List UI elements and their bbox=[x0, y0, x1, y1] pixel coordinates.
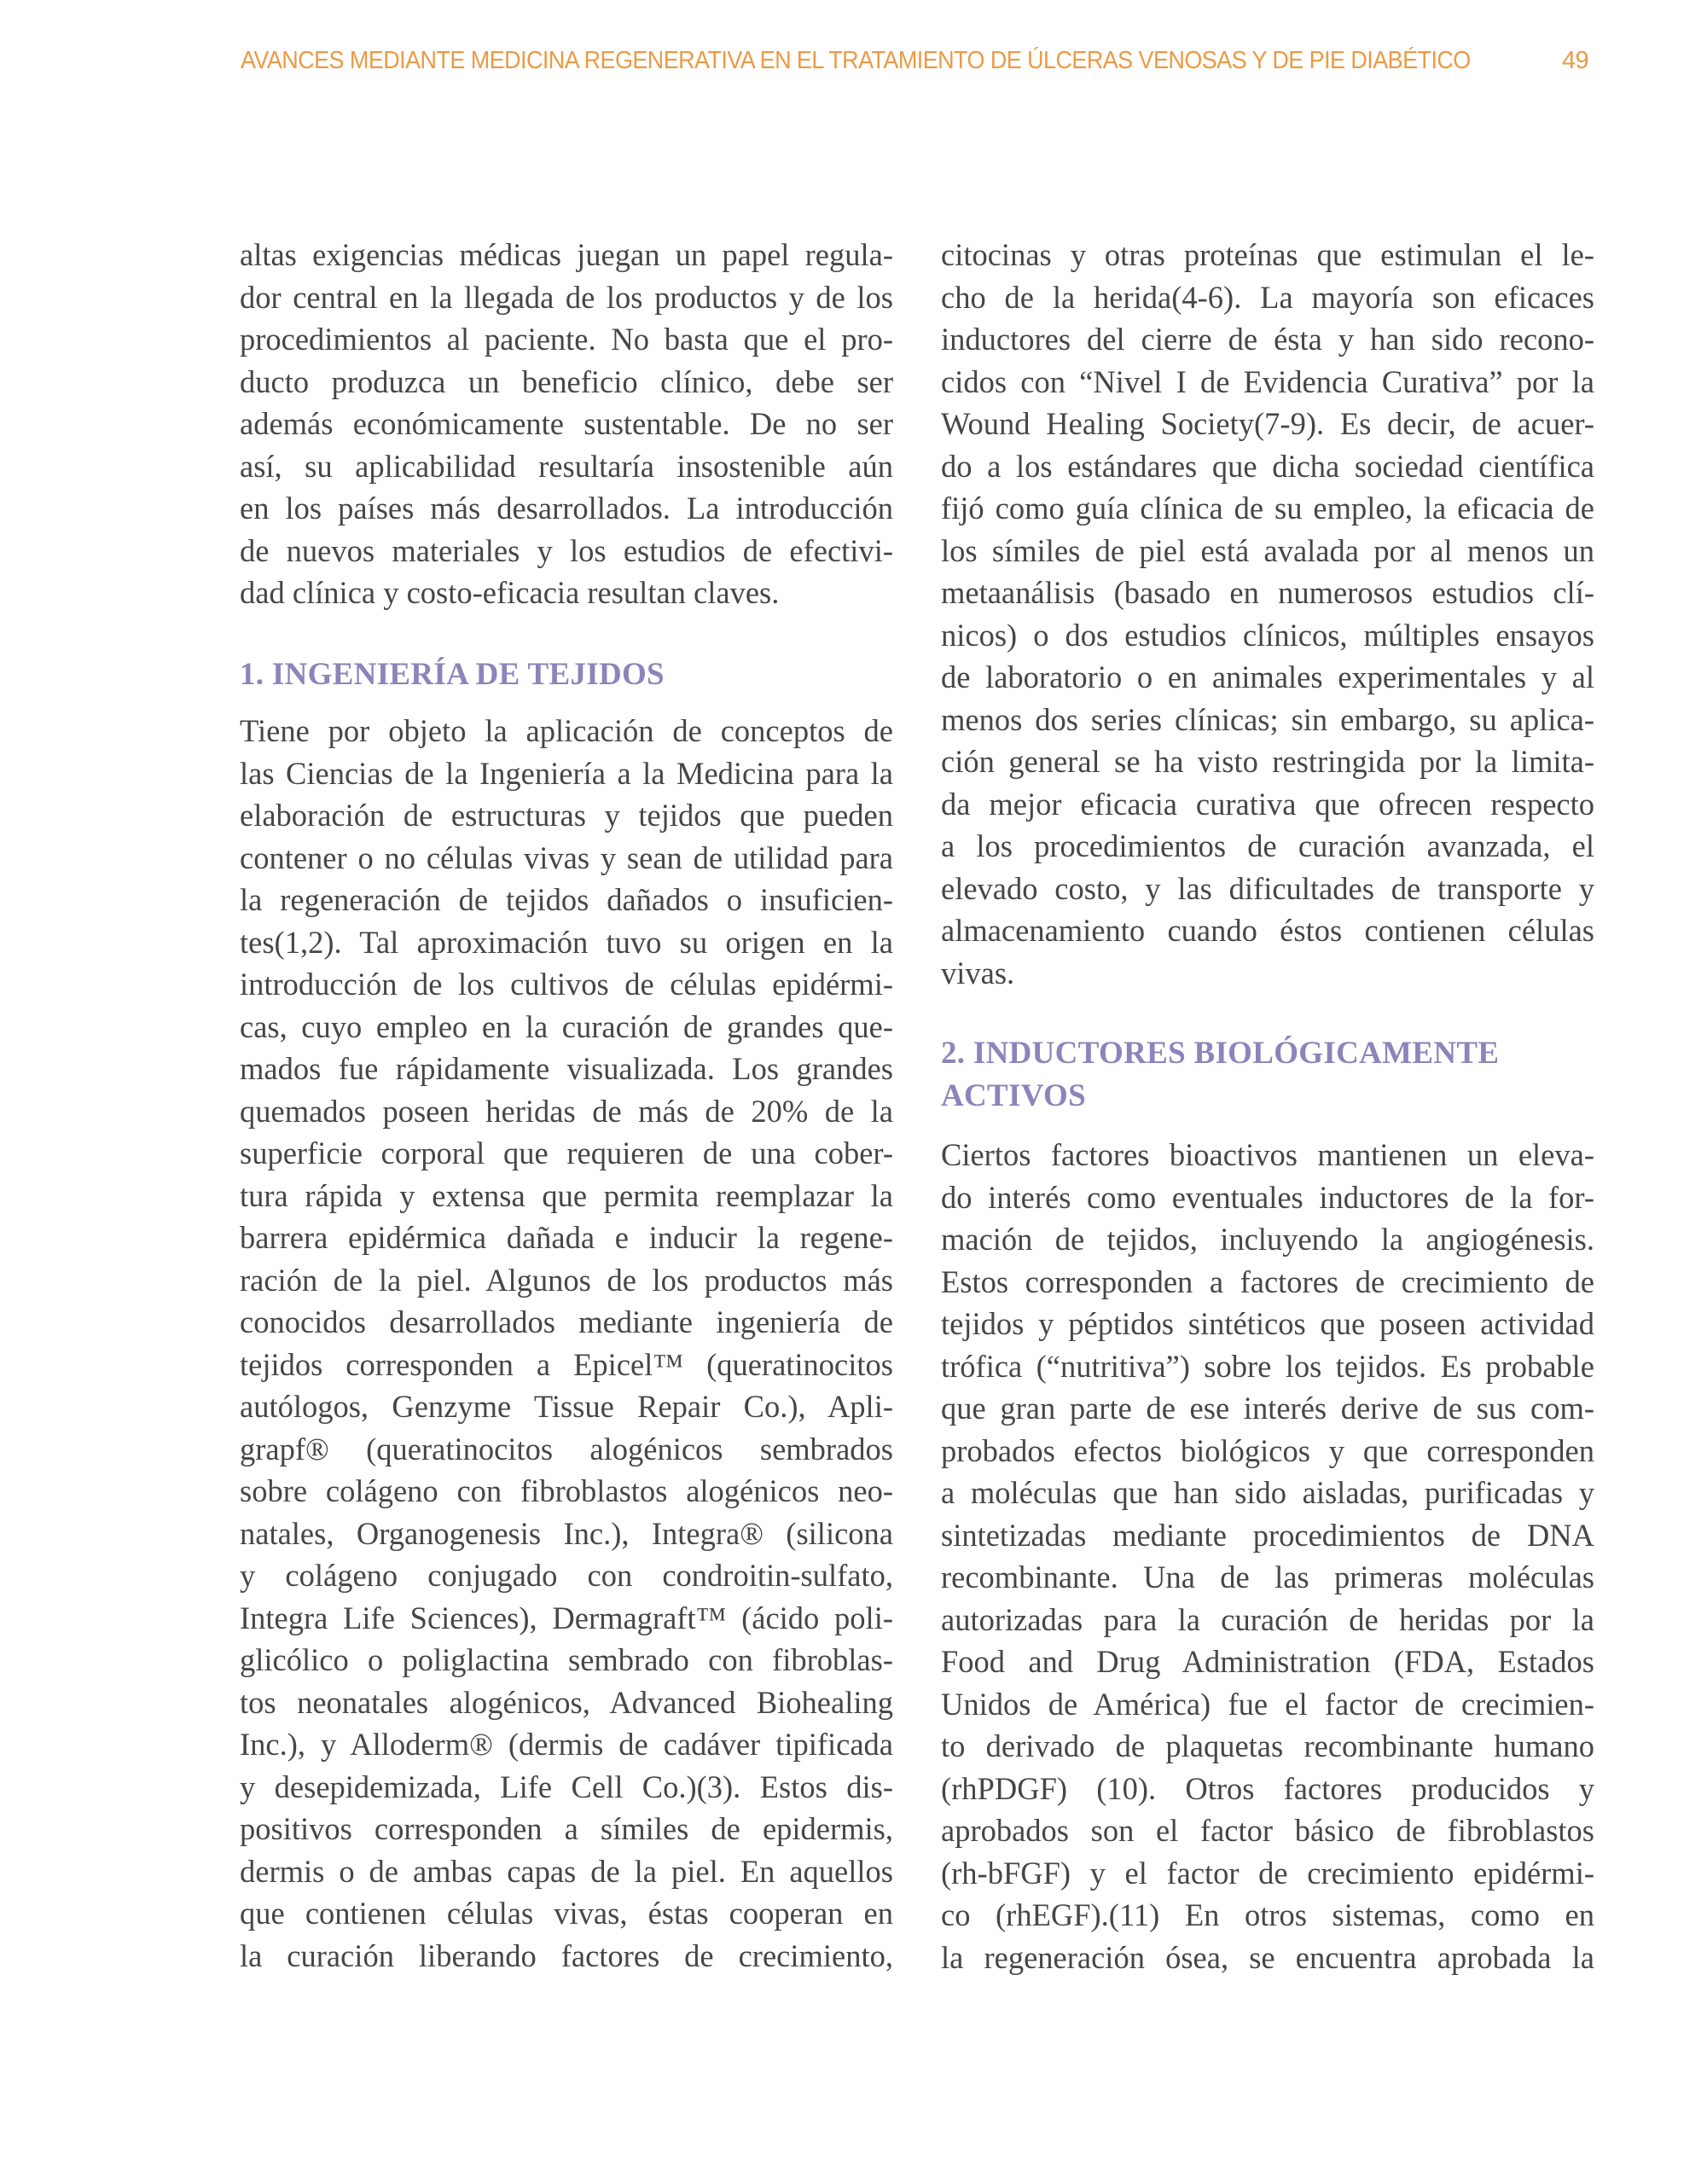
text-line: en los países más desarrollados. La introducción bbox=[240, 491, 893, 526]
text-line: y desepidemizada, Life Cell Co.)(3). Estos dis- bbox=[240, 1769, 893, 1804]
text-line: las Ciencias de la Ingeniería a la Medicina para la bbox=[240, 755, 893, 791]
text-line: cho de la herida(4-6). La mayoría son eficaces bbox=[941, 279, 1594, 315]
text-line: superficie corporal que requieren de una cober- bbox=[240, 1136, 893, 1170]
text-line: metaanálisis (basado en numerosos estudios clí- bbox=[941, 575, 1594, 610]
text-line: recombinante. Una de las primeras moléculas bbox=[941, 1560, 1594, 1594]
text-line: a moléculas que han sido aisladas, purificadas y bbox=[941, 1475, 1594, 1510]
spacer bbox=[240, 614, 893, 653]
text-line: Integra Life Sciences), Dermagraft™ (ácido poli- bbox=[240, 1600, 893, 1635]
spacer bbox=[941, 1117, 1594, 1134]
text-line: Tiene por objeto la aplicación de conceptos de bbox=[240, 713, 893, 748]
text-line: tos neonatales alogénicos, Advanced Biohealing bbox=[240, 1684, 893, 1720]
text-line: a los procedimientos de curación avanzada, el bbox=[941, 828, 1594, 863]
text-line: do interés como eventuales inductores de la for- bbox=[941, 1179, 1594, 1215]
heading-line: ACTIVOS bbox=[941, 1077, 1086, 1113]
text-line: dermis o de ambas capas de la piel. En aquellos bbox=[240, 1853, 893, 1889]
text-line: almacenamiento cuando éstos contienen células bbox=[941, 913, 1594, 948]
text-line: ración de la piel. Algunos de los productos más bbox=[240, 1262, 893, 1298]
text-line: trófica (“nutritiva”) sobre los tejidos. Es probable bbox=[941, 1348, 1594, 1384]
text-line: los símiles de piel está avalada por al menos un bbox=[941, 532, 1594, 568]
text-line: mados fue rápidamente visualizada. Los grandes bbox=[240, 1051, 893, 1086]
text-line: ducto produzca un beneficio clínico, debe ser bbox=[240, 363, 893, 399]
text-line: elaboración de estructuras y tejidos que pueden bbox=[240, 798, 893, 833]
text-line: probados efectos biológicos y que corresponden bbox=[941, 1432, 1594, 1468]
text-line: tejidos y péptidos sintéticos que poseen actividad bbox=[941, 1306, 1594, 1341]
text-line: Inc.), y Alloderm® (dermis de cadáver tipificada bbox=[240, 1727, 893, 1762]
text-line: cidos con “Nivel I de Evidencia Curativa” por la bbox=[941, 363, 1594, 399]
text-line: conocidos desarrollados mediante ingeniería de bbox=[240, 1304, 893, 1339]
running-header bbox=[241, 47, 1595, 81]
text-line: además económicamente sustentable. De no ser bbox=[240, 406, 893, 441]
text-line: sintetizadas mediante procedimientos de DNA bbox=[941, 1517, 1594, 1553]
text-line: aprobados son el factor básico de fibroblastos bbox=[941, 1813, 1594, 1848]
text-line: menos dos series clínicas; sin embargo, su aplica- bbox=[941, 701, 1594, 737]
text-line: vivas. bbox=[941, 955, 1015, 990]
text-line: inductores del cierre de ésta y han sido recono- bbox=[941, 322, 1594, 357]
continued-paragraph bbox=[941, 234, 1594, 994]
text-line: to derivado de plaquetas recombinante humano bbox=[941, 1728, 1594, 1763]
spacer bbox=[240, 695, 893, 710]
text-line: la regeneración de tejidos dañados o insuficien- bbox=[240, 882, 893, 917]
text-line: nicos) o dos estudios clínicos, múltiples ensayos bbox=[941, 617, 1594, 653]
section-2-paragraph bbox=[941, 1134, 1594, 1978]
text-line: elevado costo, y las dificultades de transporte y bbox=[941, 870, 1594, 906]
text-line: glicólico o poliglactina sembrado con fibroblas- bbox=[240, 1642, 893, 1677]
text-line: positivos corresponden a símiles de epidermis, bbox=[240, 1811, 893, 1846]
section-1-paragraph bbox=[240, 710, 893, 1977]
text-line: altas exigencias médicas juegan un papel regula- bbox=[240, 237, 893, 272]
page-number: 49 bbox=[1561, 47, 1588, 74]
text-line: Ciertos factores bioactivos mantienen un eleva- bbox=[941, 1137, 1594, 1172]
text-line: contener o no células vivas y sean de utilidad para bbox=[240, 839, 893, 875]
text-line: co (rhEGF).(11) En otros sistemas, como en bbox=[941, 1897, 1594, 1932]
text-line: la regeneración ósea, se encuentra aprobada la bbox=[941, 1939, 1594, 1975]
text-line: dor central en la llegada de los productos y de los bbox=[240, 279, 893, 315]
text-line: así, su aplicabilidad resultaría insostenible aún bbox=[240, 448, 893, 484]
left-column bbox=[240, 234, 893, 1977]
text-line: tejidos corresponden a Epicel™ (queratinocitos bbox=[240, 1346, 893, 1382]
section-1-heading: 1. INGENIERÍA DE TEJIDOS bbox=[240, 656, 665, 692]
text-line: barrera epidérmica dañada e inducir la regene- bbox=[240, 1220, 893, 1255]
text-line: que contienen células vivas, éstas cooperan en bbox=[240, 1896, 893, 1931]
text-line: tes(1,2). Tal aproximación tuvo su origen en la bbox=[240, 924, 893, 960]
text-line: Food and Drug Administration (FDA, Estados bbox=[941, 1644, 1594, 1679]
text-line: da mejor eficacia curativa que ofrecen respecto bbox=[941, 786, 1594, 822]
intro-paragraph bbox=[240, 234, 893, 614]
text-line: ción general se ha visto restringida por la limita- bbox=[941, 744, 1594, 779]
text-line: mación de tejidos, incluyendo la angiogénesis. bbox=[941, 1222, 1594, 1257]
text-line: (rh-bFGF) y el factor de crecimiento epidérmi- bbox=[941, 1855, 1594, 1891]
text-line: autorizadas para la curación de heridas por la bbox=[941, 1601, 1594, 1637]
text-line: introducción de los cultivos de células epidérmi- bbox=[240, 967, 893, 1002]
text-line: autólogos, Genzyme Tissue Repair Co.), Apli- bbox=[240, 1389, 893, 1424]
text-line: de laboratorio o en animales experimentales y al bbox=[941, 659, 1594, 694]
text-line: de nuevos materiales y los estudios de efectivi- bbox=[240, 532, 893, 568]
text-line: citocinas y otras proteínas que estimulan el le- bbox=[941, 237, 1594, 272]
spacer bbox=[941, 994, 1594, 1032]
text-line: Wound Healing Society(7-9). Es decir, de acuer- bbox=[941, 406, 1594, 441]
text-line: (rhPDGF) (10). Otros factores producidos y bbox=[941, 1770, 1594, 1806]
heading-line: 2. INDUCTORES BIOLÓGICAMENTE bbox=[941, 1036, 1500, 1071]
text-line: quemados poseen heridas de más de 20% de la bbox=[240, 1093, 893, 1129]
text-line: Unidos de América) fue el factor de crecimien- bbox=[941, 1686, 1594, 1722]
text-line: que gran parte de ese interés derive de sus com- bbox=[941, 1391, 1594, 1426]
text-line: do a los estándares que dicha sociedad científica bbox=[941, 448, 1594, 484]
text-line: y colágeno conjugado con condroitin-sulfato, bbox=[240, 1558, 893, 1593]
text-line: grapf® (queratinocitos alogénicos sembrados bbox=[240, 1431, 893, 1467]
running-title: AVANCES MEDIANTE MEDICINA REGENERATIVA EN EL TRATAMIENTO DE ÚLCERAS VENOSAS Y DE PIE DIABÉTICO bbox=[241, 47, 1471, 74]
text-line: la curación liberando factores de crecimiento, bbox=[240, 1937, 893, 1973]
text-line: procedimientos al paciente. No basta que el pro- bbox=[240, 322, 893, 357]
right-column bbox=[941, 234, 1594, 1978]
text-line: tura rápida y extensa que permita reemplazar la bbox=[240, 1177, 893, 1213]
text-line: natales, Organogenesis Inc.), Integra® (silicona bbox=[240, 1515, 893, 1551]
section-2-heading bbox=[941, 1032, 1594, 1117]
text-line: cas, cuyo empleo en la curación de grandes que- bbox=[240, 1008, 893, 1044]
text-line: sobre colágeno con fibroblastos alogénicos neo- bbox=[240, 1473, 893, 1508]
text-line: Estos corresponden a factores de crecimiento de bbox=[941, 1263, 1594, 1299]
text-line: fijó como guía clínica de su empleo, la eficacia de bbox=[941, 491, 1594, 526]
text-line: dad clínica y costo-eficacia resultan claves. bbox=[240, 575, 780, 610]
